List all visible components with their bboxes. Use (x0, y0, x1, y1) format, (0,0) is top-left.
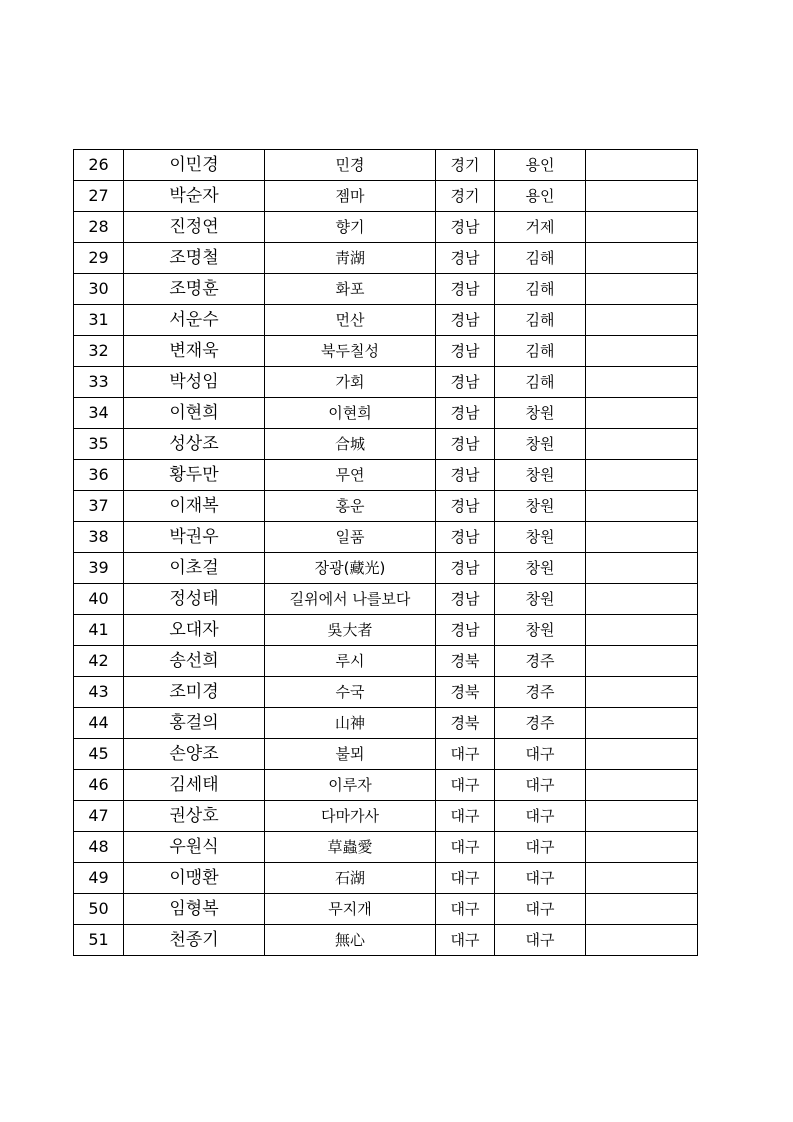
note-cell (586, 832, 698, 863)
member-name-cell: 임형복 (124, 894, 265, 925)
member-name-cell: 조미경 (124, 677, 265, 708)
member-name-cell: 이재복 (124, 491, 265, 522)
row-number-cell: 29 (74, 243, 124, 274)
note-cell (586, 460, 698, 491)
note-cell (586, 150, 698, 181)
city-cell: 창원 (495, 553, 586, 584)
row-number-cell: 44 (74, 708, 124, 739)
row-number-cell: 47 (74, 801, 124, 832)
row-number-cell: 30 (74, 274, 124, 305)
table-row (74, 367, 698, 398)
pen-name-cell: 북두칠성 (265, 336, 436, 367)
pen-name-cell: 불뫼 (265, 739, 436, 770)
note-cell (586, 646, 698, 677)
table-row (74, 522, 698, 553)
member-name-cell: 오대자 (124, 615, 265, 646)
note-cell (586, 553, 698, 584)
province-cell: 경남 (436, 274, 495, 305)
note-cell (586, 863, 698, 894)
city-cell: 김해 (495, 367, 586, 398)
city-cell: 창원 (495, 584, 586, 615)
row-number-cell: 32 (74, 336, 124, 367)
table-row (74, 460, 698, 491)
note-cell (586, 429, 698, 460)
pen-name-cell: 山神 (265, 708, 436, 739)
province-cell: 경남 (436, 367, 495, 398)
province-cell: 경남 (436, 398, 495, 429)
table-row (74, 770, 698, 801)
province-cell: 경기 (436, 150, 495, 181)
member-table-body (74, 150, 698, 956)
note-cell (586, 212, 698, 243)
row-number-cell: 40 (74, 584, 124, 615)
note-cell (586, 708, 698, 739)
table-row (74, 801, 698, 832)
member-name-cell: 정성태 (124, 584, 265, 615)
city-cell: 창원 (495, 522, 586, 553)
table-row (74, 677, 698, 708)
city-cell: 대구 (495, 801, 586, 832)
province-cell: 경남 (436, 460, 495, 491)
pen-name-cell: 장광(藏光) (265, 553, 436, 584)
member-name-cell: 이민경 (124, 150, 265, 181)
row-number-cell: 34 (74, 398, 124, 429)
table-row (74, 491, 698, 522)
province-cell: 대구 (436, 894, 495, 925)
note-cell (586, 615, 698, 646)
note-cell (586, 584, 698, 615)
member-name-cell: 변재욱 (124, 336, 265, 367)
pen-name-cell: 길위에서 나를보다 (265, 584, 436, 615)
province-cell: 경북 (436, 708, 495, 739)
province-cell: 경남 (436, 243, 495, 274)
member-name-cell: 김세태 (124, 770, 265, 801)
city-cell: 대구 (495, 925, 586, 956)
province-cell: 경북 (436, 646, 495, 677)
province-cell: 대구 (436, 832, 495, 863)
member-name-cell: 박권우 (124, 522, 265, 553)
pen-name-cell: 젬마 (265, 181, 436, 212)
province-cell: 경남 (436, 336, 495, 367)
row-number-cell: 35 (74, 429, 124, 460)
city-cell: 창원 (495, 491, 586, 522)
province-cell: 경남 (436, 491, 495, 522)
province-cell: 대구 (436, 770, 495, 801)
city-cell: 김해 (495, 274, 586, 305)
pen-name-cell: 루시 (265, 646, 436, 677)
row-number-cell: 31 (74, 305, 124, 336)
pen-name-cell: 다마가사 (265, 801, 436, 832)
row-number-cell: 49 (74, 863, 124, 894)
row-number-cell: 27 (74, 181, 124, 212)
table-row (74, 925, 698, 956)
row-number-cell: 45 (74, 739, 124, 770)
row-number-cell: 33 (74, 367, 124, 398)
row-number-cell: 42 (74, 646, 124, 677)
note-cell (586, 925, 698, 956)
province-cell: 경남 (436, 553, 495, 584)
member-name-cell: 이맹환 (124, 863, 265, 894)
table-row (74, 274, 698, 305)
member-table (73, 149, 698, 956)
city-cell: 김해 (495, 243, 586, 274)
member-name-cell: 황두만 (124, 460, 265, 491)
table-row (74, 212, 698, 243)
city-cell: 대구 (495, 739, 586, 770)
table-row (74, 615, 698, 646)
pen-name-cell: 合城 (265, 429, 436, 460)
note-cell (586, 305, 698, 336)
row-number-cell: 50 (74, 894, 124, 925)
note-cell (586, 398, 698, 429)
member-name-cell: 박성임 (124, 367, 265, 398)
pen-name-cell: 민경 (265, 150, 436, 181)
pen-name-cell: 수국 (265, 677, 436, 708)
table-row (74, 832, 698, 863)
province-cell: 경남 (436, 212, 495, 243)
province-cell: 대구 (436, 925, 495, 956)
pen-name-cell: 화포 (265, 274, 436, 305)
table-row (74, 305, 698, 336)
note-cell (586, 770, 698, 801)
member-name-cell: 천종기 (124, 925, 265, 956)
city-cell: 대구 (495, 770, 586, 801)
note-cell (586, 739, 698, 770)
row-number-cell: 43 (74, 677, 124, 708)
province-cell: 대구 (436, 739, 495, 770)
row-number-cell: 38 (74, 522, 124, 553)
pen-name-cell: 가회 (265, 367, 436, 398)
row-number-cell: 26 (74, 150, 124, 181)
note-cell (586, 243, 698, 274)
pen-name-cell: 이현희 (265, 398, 436, 429)
city-cell: 대구 (495, 832, 586, 863)
pen-name-cell: 石湖 (265, 863, 436, 894)
pen-name-cell: 吳大者 (265, 615, 436, 646)
member-name-cell: 조명훈 (124, 274, 265, 305)
city-cell: 용인 (495, 181, 586, 212)
note-cell (586, 801, 698, 832)
city-cell: 경주 (495, 708, 586, 739)
table-row (74, 336, 698, 367)
pen-name-cell: 靑湖 (265, 243, 436, 274)
member-name-cell: 손양조 (124, 739, 265, 770)
province-cell: 경남 (436, 305, 495, 336)
table-row (74, 584, 698, 615)
note-cell (586, 894, 698, 925)
row-number-cell: 39 (74, 553, 124, 584)
note-cell (586, 522, 698, 553)
pen-name-cell: 무연 (265, 460, 436, 491)
member-name-cell: 홍걸의 (124, 708, 265, 739)
province-cell: 경남 (436, 615, 495, 646)
province-cell: 경남 (436, 429, 495, 460)
province-cell: 대구 (436, 863, 495, 894)
row-number-cell: 37 (74, 491, 124, 522)
city-cell: 창원 (495, 615, 586, 646)
member-name-cell: 우원식 (124, 832, 265, 863)
table-row (74, 181, 698, 212)
table-row (74, 894, 698, 925)
row-number-cell: 28 (74, 212, 124, 243)
city-cell: 대구 (495, 894, 586, 925)
row-number-cell: 51 (74, 925, 124, 956)
member-name-cell: 송선희 (124, 646, 265, 677)
city-cell: 용인 (495, 150, 586, 181)
province-cell: 경남 (436, 584, 495, 615)
table-row (74, 429, 698, 460)
province-cell: 경북 (436, 677, 495, 708)
pen-name-cell: 향기 (265, 212, 436, 243)
pen-name-cell: 먼산 (265, 305, 436, 336)
note-cell (586, 274, 698, 305)
province-cell: 경남 (436, 522, 495, 553)
pen-name-cell: 무지개 (265, 894, 436, 925)
table-row (74, 553, 698, 584)
city-cell: 창원 (495, 460, 586, 491)
member-name-cell: 이현희 (124, 398, 265, 429)
member-name-cell: 이초걸 (124, 553, 265, 584)
table-row (74, 398, 698, 429)
city-cell: 창원 (495, 398, 586, 429)
table-row (74, 708, 698, 739)
pen-name-cell: 일품 (265, 522, 436, 553)
row-number-cell: 48 (74, 832, 124, 863)
member-name-cell: 권상호 (124, 801, 265, 832)
province-cell: 대구 (436, 801, 495, 832)
city-cell: 대구 (495, 863, 586, 894)
member-name-cell: 성상조 (124, 429, 265, 460)
row-number-cell: 36 (74, 460, 124, 491)
note-cell (586, 336, 698, 367)
city-cell: 경주 (495, 677, 586, 708)
pen-name-cell: 홍운 (265, 491, 436, 522)
table-row (74, 150, 698, 181)
row-number-cell: 41 (74, 615, 124, 646)
table-row (74, 739, 698, 770)
member-name-cell: 조명철 (124, 243, 265, 274)
pen-name-cell: 無心 (265, 925, 436, 956)
note-cell (586, 677, 698, 708)
city-cell: 경주 (495, 646, 586, 677)
pen-name-cell: 草蟲愛 (265, 832, 436, 863)
note-cell (586, 367, 698, 398)
table-row (74, 863, 698, 894)
member-name-cell: 진정연 (124, 212, 265, 243)
row-number-cell: 46 (74, 770, 124, 801)
city-cell: 김해 (495, 336, 586, 367)
table-row (74, 646, 698, 677)
table-row (74, 243, 698, 274)
note-cell (586, 181, 698, 212)
note-cell (586, 491, 698, 522)
city-cell: 김해 (495, 305, 586, 336)
member-name-cell: 서운수 (124, 305, 265, 336)
city-cell: 창원 (495, 429, 586, 460)
member-name-cell: 박순자 (124, 181, 265, 212)
city-cell: 거제 (495, 212, 586, 243)
pen-name-cell: 이루자 (265, 770, 436, 801)
province-cell: 경기 (436, 181, 495, 212)
